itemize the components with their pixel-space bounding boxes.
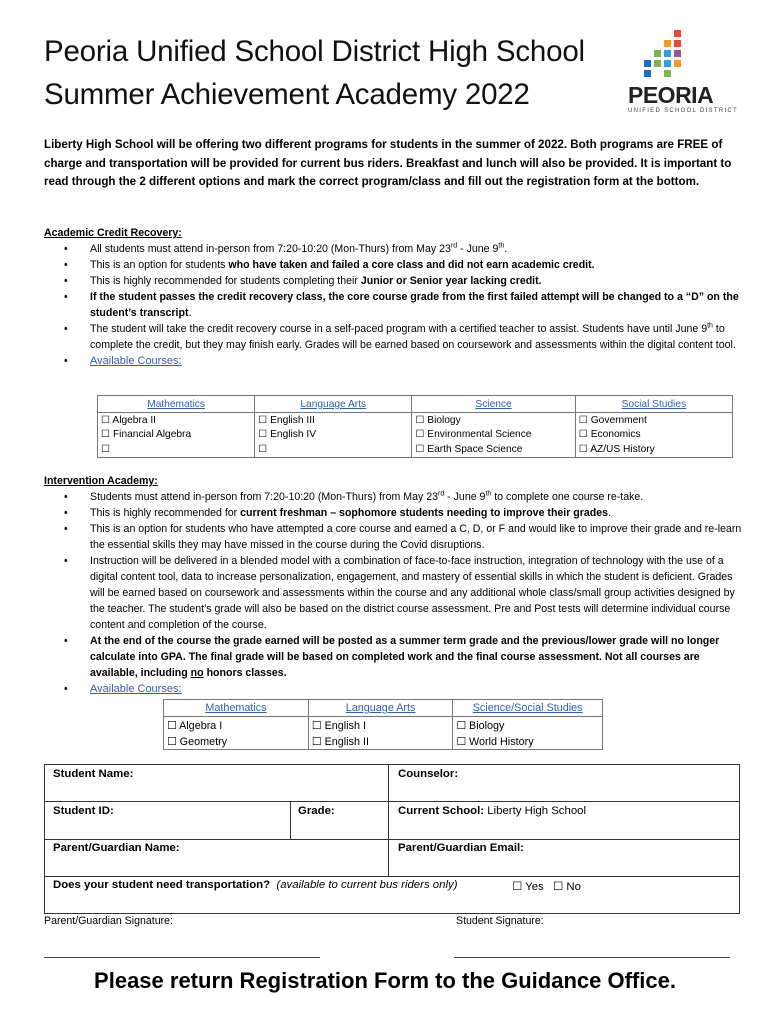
logo-square — [644, 70, 651, 77]
logo-square — [664, 40, 671, 47]
logo-square — [644, 60, 651, 67]
form-divider — [388, 765, 389, 876]
course-checkbox-government[interactable]: ☐ Government — [575, 413, 732, 428]
logo-square — [674, 60, 681, 67]
student-name-field[interactable]: Student Name: — [53, 768, 134, 780]
intervention-courses-table — [163, 699, 603, 750]
logo-square — [674, 30, 681, 37]
course-checkbox-math-other[interactable]: ☐ — [101, 443, 111, 455]
parent-name-field[interactable]: Parent/Guardian Name: — [53, 842, 180, 854]
table-header: Mathematics — [164, 700, 309, 717]
list-item: • At the end of the course the grade earned will be posted as a summer term grade and the previous/lower grade will no longer calculate into GPA. The final grade will be based on completed work and the final course assessment. Not all courses are available, including no honors classes. — [64, 635, 720, 679]
logo-square — [664, 60, 671, 67]
logo-word: PEORIA — [628, 82, 714, 108]
course-checkbox-english-1[interactable]: ☐ English I — [308, 717, 452, 734]
table-header: Language Arts — [308, 700, 452, 717]
table-header: Language Arts — [255, 396, 412, 413]
transportation-yes-checkbox[interactable]: ☐ Yes — [512, 881, 544, 893]
form-divider — [45, 876, 739, 877]
available-courses-label: Available Courses: — [90, 355, 182, 367]
counselor-field[interactable]: Counselor: — [398, 768, 459, 780]
list-item: • This is an option for students who have attempted a core course and earned a C, D, or F and would like to improve their grade and re-learn the essential skills they may have missed in the course during the Covid disruptions. — [64, 523, 742, 551]
logo-square — [664, 70, 671, 77]
page-title — [44, 30, 585, 116]
parent-signature-line[interactable] — [44, 957, 320, 959]
course-checkbox-english-4[interactable]: ☐ English IV — [255, 428, 412, 443]
peoria-logo — [624, 30, 739, 120]
credit-courses-table — [97, 395, 733, 458]
list-item: • Students must attend in-person from 7:20-10:20 (Mon-Thurs) from May 23rd - June 9th to complete one course re-take. — [64, 490, 644, 503]
list-item: • Instruction will be delivered in a blended model with a combination of face-to-face instruction, integration of technology with the use of a digital content tool, data to increase personalization, engagement, and mastery of essential skills in which the student is deficient. Grades will be earned based on coursework and assessments within the course and any additional whole class/small group activities designed by the teacher. The student’s grade will also be based on the district course assessment. Pre and Post tests will determine individual course content and completion of the course. — [64, 555, 735, 631]
list-item: • All students must attend in-person from 7:20-10:20 (Mon-Thurs) from May 23rd - June 9th. — [64, 242, 508, 255]
table-header: Science/Social Studies — [453, 700, 603, 717]
list-item: • This is highly recommended for students completing their Junior or Senior year lacking credit. — [64, 275, 542, 287]
course-checkbox-english-2[interactable]: ☐ English II — [308, 733, 452, 750]
logo-square — [654, 50, 661, 57]
logo-subtitle: UNIFIED SCHOOL DISTRICT — [628, 108, 739, 114]
title-line-1: Peoria Unified School District High School — [44, 35, 585, 68]
course-checkbox-biology[interactable]: ☐ Biology — [412, 413, 575, 428]
table-header: Science — [412, 396, 575, 413]
logo-square — [674, 40, 681, 47]
course-checkbox-algebra-1[interactable]: ☐ Algebra I — [167, 719, 223, 732]
student-id-field[interactable]: Student ID: — [53, 805, 114, 817]
course-checkbox-geometry[interactable]: ☐ Geometry — [167, 735, 228, 748]
credit-recovery-title: Academic Credit Recovery: — [44, 227, 182, 239]
list-item: • If the student passes the credit recovery class, the core course grade from the first failed attempt will be changed to a “D” on the student’s transcript. — [64, 291, 739, 319]
registration-form — [44, 764, 740, 914]
logo-square — [674, 50, 681, 57]
transportation-question: Does your student need transportation? (available to current bus riders only) — [53, 879, 458, 891]
list-item: • This is an option for students who have taken and failed a core class and did not earn academic credit. — [64, 259, 595, 271]
course-checkbox-environmental-science[interactable]: ☐ Environmental Science — [412, 428, 575, 443]
course-checkbox-la-other[interactable]: ☐ — [255, 442, 412, 457]
list-item: • The student will take the credit recovery course in a self-paced program with a certified teacher to assist. Students have until June 9th to complete the credit, but they may finish early. Grades will be earned based on coursework and assessments within the digital content tool. — [64, 322, 736, 351]
parent-email-field[interactable]: Parent/Guardian Email: — [398, 842, 524, 854]
footer-instruction: Please return Registration Form to the Guidance Office. — [94, 968, 676, 993]
table-header: Social Studies — [575, 396, 732, 413]
course-checkbox-financial-algebra[interactable]: ☐ Financial Algebra — [101, 429, 192, 441]
table-header: Mathematics — [98, 396, 255, 413]
course-checkbox-earth-space-science[interactable]: ☐ Earth Space Science — [412, 442, 575, 457]
course-checkbox-az-us-history[interactable]: ☐ AZ/US History — [575, 442, 732, 457]
list-item: • Available Courses: — [64, 355, 182, 367]
grade-field[interactable]: Grade: — [298, 805, 335, 817]
parent-signature-label: Parent/Guardian Signature: — [44, 915, 173, 927]
title-line-2: Summer Achievement Academy 2022 — [44, 78, 530, 111]
form-divider — [45, 801, 739, 802]
course-checkbox-algebra-2[interactable]: ☐ Algebra II — [101, 414, 157, 426]
credit-recovery-section — [44, 225, 744, 369]
form-divider — [290, 801, 291, 839]
logo-square — [664, 50, 671, 57]
list-item: • Available Courses: — [64, 683, 182, 695]
student-signature-line[interactable] — [454, 957, 730, 959]
course-checkbox-world-history[interactable]: ☐ World History — [453, 733, 603, 750]
current-school-field[interactable]: Current School: Liberty High School — [398, 805, 587, 817]
transportation-no-checkbox[interactable]: ☐ No — [553, 881, 581, 893]
student-signature-label: Student Signature: — [456, 915, 544, 927]
logo-square — [654, 60, 661, 67]
course-checkbox-biology[interactable]: ☐ Biology — [453, 717, 603, 734]
intervention-title: Intervention Academy: — [44, 475, 158, 487]
course-checkbox-english-3[interactable]: ☐ English III — [255, 413, 412, 428]
intervention-section — [44, 473, 744, 697]
intro-paragraph: Liberty High School will be offering two different programs for students in the summer of 2022. Both programs are FREE of charge and transportation will be provided for current bus riders. Breakfast and lunch will also be provided. It is important to read through the 2 different options and mark the correct program/class and fill out the registration form at the bottom. — [44, 138, 732, 188]
course-checkbox-economics[interactable]: ☐ Economics — [575, 428, 732, 443]
form-divider — [45, 839, 739, 840]
available-courses-label: Available Courses: — [90, 683, 182, 695]
list-item: • This is highly recommended for current freshman – sophomore students needing to improve their grades. — [64, 507, 612, 519]
